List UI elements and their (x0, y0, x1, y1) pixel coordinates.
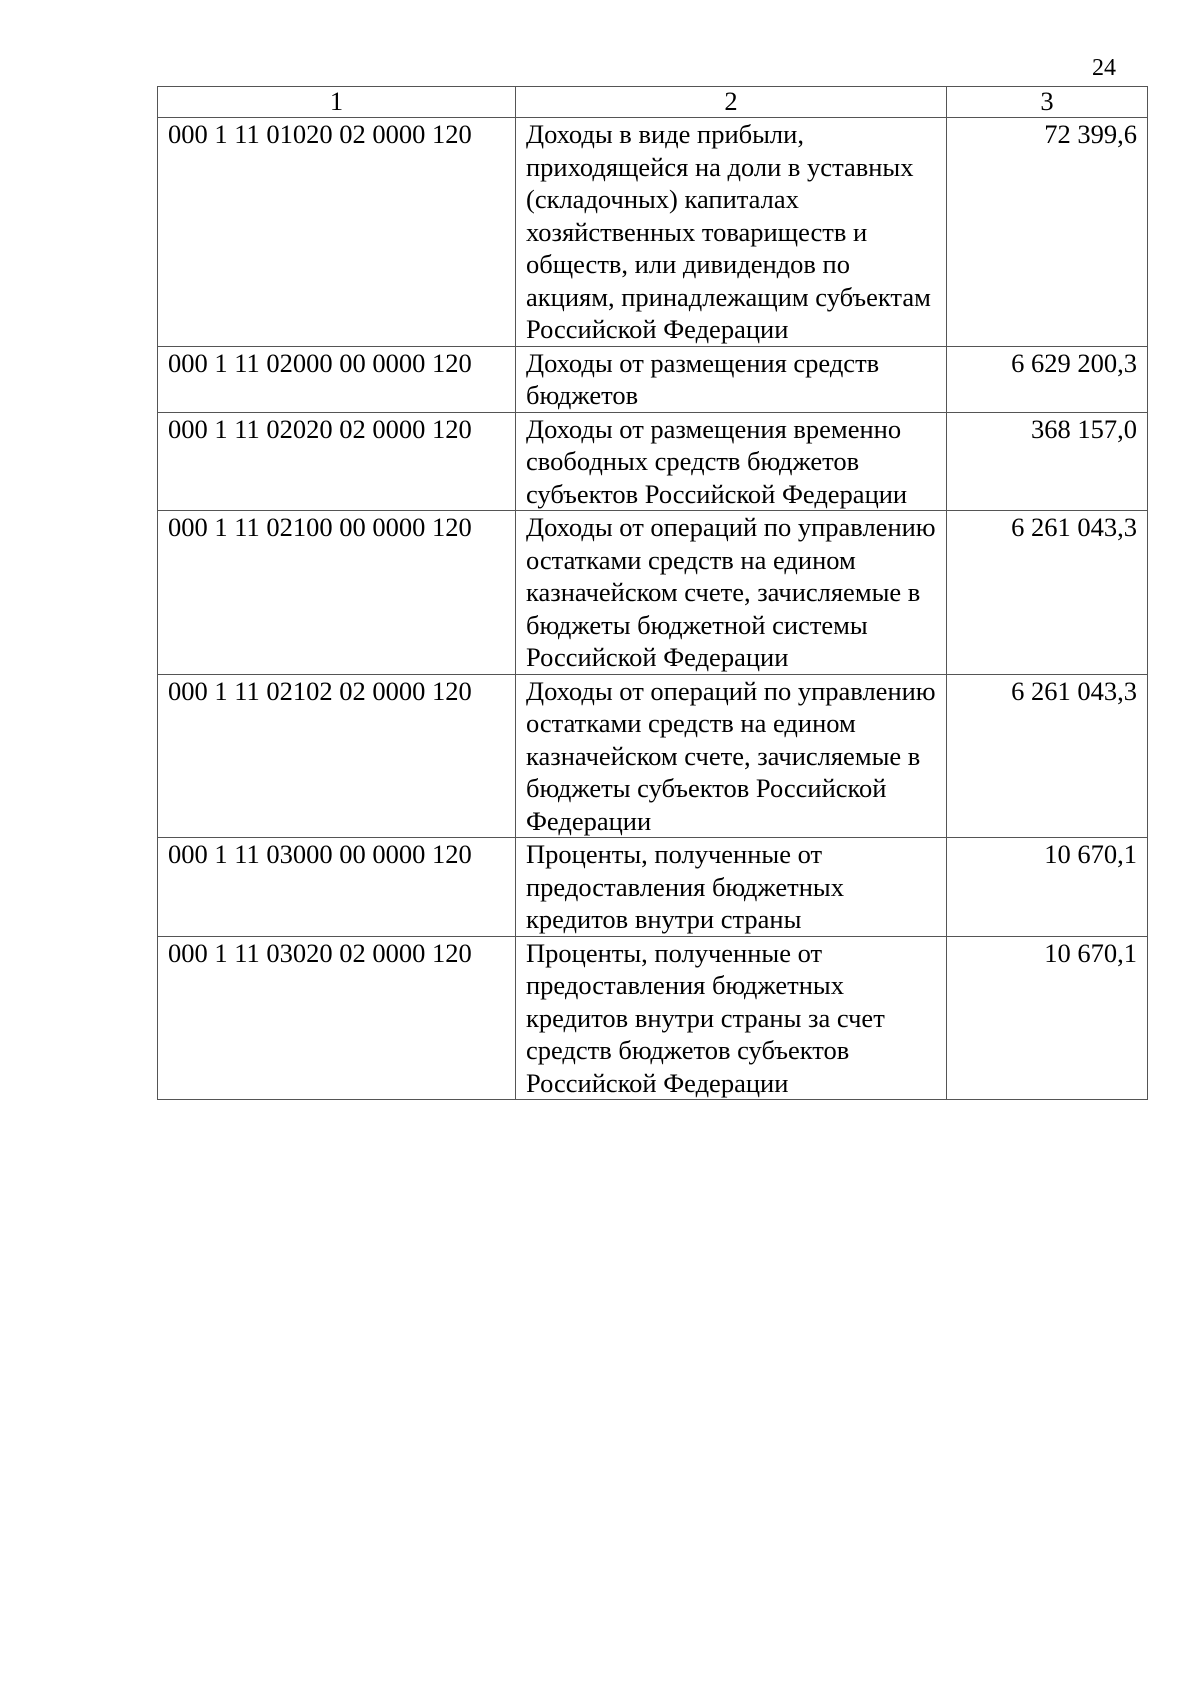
revenue-amount: 10 670,1 (947, 838, 1148, 937)
revenue-name: Доходы от размещения средств бюджетов (516, 346, 947, 412)
column-header-1: 1 (158, 87, 516, 118)
revenue-amount: 6 629 200,3 (947, 346, 1148, 412)
page-number: 24 (1092, 55, 1116, 81)
revenue-name: Доходы от операций по управлению остатками средств на едином казначейском счете, зачисляемые в бюджеты субъектов Российской Федерации (516, 674, 947, 838)
revenue-amount: 6 261 043,3 (947, 511, 1148, 675)
revenue-name: Проценты, полученные от предоставления бюджетных кредитов внутри страны (516, 838, 947, 937)
budget-revenue-table (157, 86, 1148, 1100)
revenue-code: 000 1 11 03020 02 0000 120 (158, 936, 516, 1100)
revenue-code: 000 1 11 03000 00 0000 120 (158, 838, 516, 937)
column-header-3: 3 (947, 87, 1148, 118)
revenue-code: 000 1 11 02102 02 0000 120 (158, 674, 516, 838)
revenue-name: Доходы от размещения временно свободных средств бюджетов субъектов Российской Федерации (516, 412, 947, 511)
table-row (158, 412, 1148, 511)
revenue-code: 000 1 11 02100 00 0000 120 (158, 511, 516, 675)
table-row (158, 936, 1148, 1100)
revenue-amount: 368 157,0 (947, 412, 1148, 511)
table-header-row (158, 87, 1148, 118)
table-row (158, 511, 1148, 675)
table-row (158, 838, 1148, 937)
revenue-code: 000 1 11 01020 02 0000 120 (158, 118, 516, 347)
revenue-code: 000 1 11 02020 02 0000 120 (158, 412, 516, 511)
column-header-2: 2 (516, 87, 947, 118)
revenue-name: Доходы в виде прибыли, приходящейся на доли в уставных (складочных) капиталах хозяйственных товариществ и обществ, или дивидендов по акциям, принадлежащим субъектам Российской Федерации (516, 118, 947, 347)
revenue-amount: 6 261 043,3 (947, 674, 1148, 838)
revenue-amount: 72 399,6 (947, 118, 1148, 347)
revenue-code: 000 1 11 02000 00 0000 120 (158, 346, 516, 412)
table-row (158, 346, 1148, 412)
table-row (158, 118, 1148, 347)
table-row (158, 674, 1148, 838)
revenue-name: Проценты, полученные от предоставления бюджетных кредитов внутри страны за счет средств бюджетов субъектов Российской Федерации (516, 936, 947, 1100)
revenue-name: Доходы от операций по управлению остатками средств на едином казначейском счете, зачисляемые в бюджеты бюджетной системы Российской Федерации (516, 511, 947, 675)
revenue-amount: 10 670,1 (947, 936, 1148, 1100)
